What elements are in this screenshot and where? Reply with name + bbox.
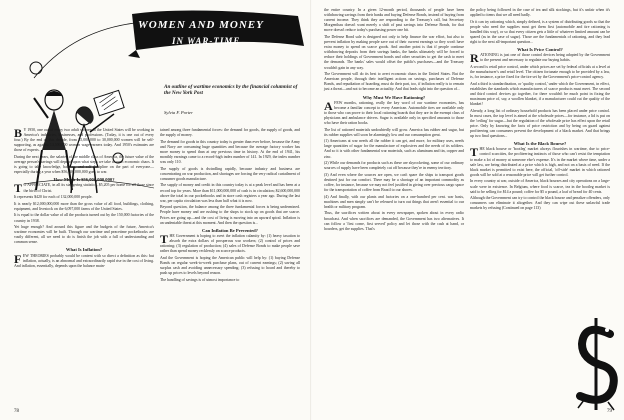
body-paragraph <box>14 202 154 212</box>
author-byline: Sylvia F. Porter <box>164 110 193 115</box>
body-paragraph <box>470 196 610 211</box>
body-paragraph <box>14 225 154 245</box>
body-paragraph <box>470 147 610 178</box>
article-lead: An outline of wartime economics by the financial columnist of the New York Post <box>164 84 298 97</box>
paragraph-text: HE Government is hoping to avert the inflation calamity by: (1) heavy taxation to absorb the extra dollars of prosperous war workers; (2) control of prices and rationing; (3) regulation of production; (4) sales of Defense Bonds to make people save rather than spend money recklessly on scarce products. <box>160 233 300 254</box>
paragraph-text: tained among three fundamental forces: the demand for goods, the supply of goods, and the supply of money. <box>160 128 300 138</box>
paragraph-text: It represents $420 for each of 132,000,000 people. <box>14 195 93 200</box>
paragraph-text: HE black bourse or 'bootleg' market always flourishes in wartime, due to price-control scarcities, the profiteering instincts of those who can't resist the temptation to make a lot of money at someone else's expense. It's in the market where time, under a safe law, are being distributed at a price which is high, and not on a basis of need. If the black market is permitted to exist here, the official, 'off-side' market in which rationed goods will be sold at a reasonable price will get further control. <box>470 147 610 177</box>
drop-cap: F <box>14 251 22 266</box>
body-paragraph <box>160 167 300 182</box>
body-paragraph <box>324 211 464 231</box>
right-column-2 <box>470 8 610 213</box>
paragraph-text: In every country at war, outside of America, black bourses and city operations on a large-scale were in existence. In Belgium, where food is scarce, tea in the bootleg market is said to be selling for $14 a pound; coffee for $5 a pound, a loaf of bread for 40 cents. <box>470 179 610 194</box>
right-page <box>312 0 624 420</box>
paragraph-text: Yet huge enough? And around this figure and the budgets of the future, America's wartime economies will be built. Through our wartime and peacetime pocketbooks are vastly different, all we need to do is finish the job with a full of understanding and common sense. <box>14 225 154 245</box>
body-paragraph <box>160 278 300 283</box>
paragraph-text: The Defense Bond sale is designed not only to help finance the war effort, but also to prevent inflation by making people save out of their current earnings so they won't have extra money to spend on scarce goods. And another point is that if people continue withdrawing deposits from their savings banks, the banks ultimately will be forced to reduce their holdings of Government bonds and other securities to get the cash to meet the demands. The banks' sales would offset the public's purchases—and the Treasury wouldn't gain in any way. <box>324 34 464 70</box>
body-paragraph <box>160 256 300 276</box>
body-paragraph <box>324 128 464 138</box>
body-paragraph <box>160 205 300 225</box>
paragraph-text: O APPRECIATE, in all its staggering statistics, $5,205 per home for all those since the birth of Christ. <box>23 183 154 193</box>
banner-title: WOMEN AND MONEY <box>138 19 264 31</box>
body-paragraph <box>470 65 610 80</box>
page-number-right: 79 <box>607 409 612 414</box>
body-paragraph <box>470 109 610 140</box>
body-paragraph <box>324 173 464 193</box>
dollar-sign-illustration <box>574 316 620 412</box>
paragraph-text: During the next years, the salaries of the middle class of America, the future value of the average person's savings will depend upon what steps we take to avert economic chaos. It is going to take knowledge, balance, and self-discipline on the part of everyone—especially during a year when $56,000,000,000 goes to war. <box>14 154 154 175</box>
body-paragraph <box>324 35 464 71</box>
drop-cap: R <box>470 51 479 66</box>
paragraph-text: The Government will do its best to avert economic chaos in the United States. But the American people, through their intelligent actions on savings, purchases of Defense Bonds, and repudiation of hoarding, must do their part, too, if inflation really is to remain just a threat—and not to become an actuality. And that leads right into the question of... <box>324 72 464 92</box>
drop-cap: T <box>470 145 479 160</box>
paragraph-text: Already, a long list of ordinary household products has been placed under price control. In most cases, the top level is aimed at the wholesale prices—for instance, a lid is put on the 'ceiling' for sugar—but the regulation of the wholesale price has effect upon the retail price. Only by knowing the facts of price restriction and by being on guard against profiteering can consumers prevent the development of a black market. And that brings up two final questions... <box>470 108 610 139</box>
body-paragraph <box>14 195 154 200</box>
paragraph-text: A second is retail price control, under which prices are set by federal officials at a level at the manufacturer's and retail level. The citizen fortunate enough to be provided by a law, is, for instance, a price fixed for the tire set by the Government's price-control agency. <box>470 64 610 80</box>
paragraph-text: the policy being followed in the case of tea and silk stockings, but it's unfair when it's applied to items that we all need badly. <box>470 8 610 18</box>
section-heading: Can Inflation Be Prevented? <box>202 227 258 233</box>
paragraph-text: The supply of goods is dwindling rapidly, because industry and business are concentrating on war production, and shortages are forcing the very radical curtailment of consumer goods manufacture. <box>160 166 300 181</box>
body-paragraph <box>14 155 154 175</box>
paragraph-text: (3) And even where the sources are open, we can't spare the ships to transport goods destined just for our comfort. There may be a shortage of an important commodity as coffee, for instance, because we may not feel justified in giving over precious cargo space for the transportation of coffee from Brazil to our shores. <box>324 172 464 193</box>
body-paragraph <box>470 20 610 45</box>
left-column-2 <box>160 128 300 284</box>
body-paragraph <box>160 140 300 165</box>
paragraph-text: Y 1950, one out of every two adult women in the United States will be working in America's industries, businesses, and professions. (Today, it is one out of every four.) By the end of this decade, from 25,000,000 to 30,000,000 women will be self-supporting, as against 13,500,000 women wage-earners today. And 1950's estimates are those of experts. <box>14 128 154 153</box>
body-paragraph <box>160 183 300 203</box>
drop-cap: B <box>14 126 23 140</box>
paragraph-text: FEW months, rationing, really the key word of our wartime economies, has become a familiar concept to every American. Automobile tires are available only to those who can prove to their local rationing boards that they are in the exempt class of physicians and ambulance drivers. Sugar is available only in specified amounts to those who have their ration books. <box>324 100 464 125</box>
section-heading: How Much Is $56,000,000,000? <box>53 177 115 183</box>
paragraph-text: The demand for goods in this country today is greater than ever before, because the Army and Navy are consuming huge quantities and because the average factory worker has more money to spend than at any previous time in history. At the end of 1941, his monthly earnings came to a record-high index number of 141. In 1929, the index number was only 110. <box>160 139 300 165</box>
right-column-1 <box>324 8 464 233</box>
paragraph-text: (1) Americans at war needs all the rubber it can get, and more, for military uses, needs large quantities of sugar for the manufacture of explosives and the needs of its soldiers. And so it is with other fundamental war materials, such as aluminum and tin, copper and zinc. <box>324 139 464 159</box>
drop-cap: T <box>160 231 169 246</box>
drop-cap: T <box>14 181 23 196</box>
left-column-1 <box>14 128 154 270</box>
paragraph-text: The list of rationed materials undoubtedly will grow. America has rubber and sugar, but its rubber supplies will soon be alarmingly low and our consumption great. <box>324 127 464 137</box>
body-paragraph <box>324 98 464 126</box>
body-paragraph <box>324 72 464 92</box>
paragraph-text: the entire country. In a given 12-month period, thousands of people have been withdrawing savings from their banks and buying Defense Bonds, instead of buying from current income. They think they are responding to the Treasury's call, but Secretary Morgenthau doesn't want merely a shift of past savings into Defense Bonds, for that move doesn't reduce today's purchasing power one bit. <box>324 8 464 33</box>
paragraph-text: The handling of savings is of utmost importance to <box>160 277 240 282</box>
body-paragraph <box>14 251 154 269</box>
paragraph-text: Thus, the sacrifices written about in every newspaper, spoken about in every radio broadcast. And when sacrifices are demanded, the Government has two alternatives. It can follow a 'first come, first served' policy and let those with the cash at hand, or hoarders, get the supplies. That's <box>324 211 464 231</box>
body-paragraph <box>14 128 154 153</box>
body-paragraph <box>470 82 610 107</box>
section-heading: Why Must We Have Rationing? <box>362 94 426 100</box>
paragraph-text: And a third is standardization, or 'quality control,' under which the Government, in effect, establishes the standards which manufacturers of scarce products must meet. The second and third control devices go together, for there wouldn't be much point in fixing the maximum price of, say, a woollen blanket, if a manufacturer could cut the quality of the blanket! <box>470 81 610 107</box>
section-heading: What Is Inflation? <box>65 247 103 253</box>
paragraph-text: The supply of money and credit in this country today is at a peak level and has been at a record top for years. More than $11,000,000,000 of cash is in circulation; $2,600,000,000 above the total in our pocketbooks and in store cash registers a year ago. During the last war, per capita circulation was less than half what it is now. <box>160 183 300 203</box>
page-number-left: 78 <box>14 409 19 414</box>
body-paragraph <box>14 213 154 223</box>
banner-subtitle: IN WAR-TIME <box>172 36 241 46</box>
body-paragraph <box>470 51 610 66</box>
section-heading: What Is the Black Bourse? <box>513 141 567 147</box>
paragraph-text: EW THEORIES probably would be content with so direct a definition as this: but inflation, actually, is an abnormal and extraordinarily rapid rise in the cost of living. And inflation, essentially, depends upon the balance main- <box>14 253 154 268</box>
paragraph-text: And the Government is hoping the American public will help by: (1) buying Defense Bonds on regular week-to-week purchase plans, out of current earnings; (2) saving all surplus cash and avoiding unnecessary spending; (3) refusing to hoard and thereby to push up prices to levels beyond reason. <box>160 255 300 275</box>
title-banner <box>128 6 304 60</box>
body-paragraph <box>470 179 610 194</box>
paragraph-text: It is nearly $12,000,000,000 more than the gross value of all food, buildings, clothing, equipment, and livestock on the 6,097,000 farms of the United States. <box>14 201 154 211</box>
body-paragraph <box>14 181 154 196</box>
paragraph-text: Or it can try rationing which, simply defined, is a system of distributing goods so that the people who need the supplies most get them first (automobile and tire rationing is handled this way), or so that every citizen gets a little of whatever limited amount can be spared (as in the case of sugar). Those are the fundamentals of rationing, and they lead right to the next all-important question... <box>470 19 610 45</box>
body-paragraph <box>160 128 300 138</box>
paragraph-text: It is equal to the dollar value of all the products turned out by the 150,000 factories of the country in 1938. <box>14 213 154 223</box>
paragraph-text: Although the Government can try to control the black bourse and penalize offenders, only consumers can eliminate it altogether. And they can wipe out these unlawful trade markets by refusing (Continued on page 113) <box>470 196 610 211</box>
paragraph-text: (4) And finally, with our plants and factories on a one-hundred per cent. war basis, machines and men simply can't be released to turn out things that aren't essential to our health or military program. <box>324 194 464 209</box>
drop-cap: A <box>324 98 333 113</box>
body-paragraph <box>324 195 464 210</box>
body-paragraph <box>160 231 300 254</box>
section-heading: What Is Price Control? <box>517 47 563 53</box>
paragraph-text: Beyond question, the balance among the three fundamental forces is being undermined. People have money and are rushing to the shops to stock up on goods that are scarce. Prices are going up—and the cost of living is moving into an upward spiral. Inflation is an undeniable threat at this moment. And then the question is... <box>160 205 300 225</box>
body-paragraph <box>324 139 464 159</box>
body-paragraph <box>324 161 464 171</box>
body-paragraph <box>324 8 464 33</box>
paragraph-text: (2) While our demands for products such as these are skyrocketing, some of our ordinary sources of supply have been completely cut off because they're in enemy territory. <box>324 161 464 171</box>
paragraph-text: ATIONING is just one of those control devices being adopted by the Government to the present and necessary to regulate our buying habits. <box>480 53 610 63</box>
body-paragraph <box>470 8 610 18</box>
